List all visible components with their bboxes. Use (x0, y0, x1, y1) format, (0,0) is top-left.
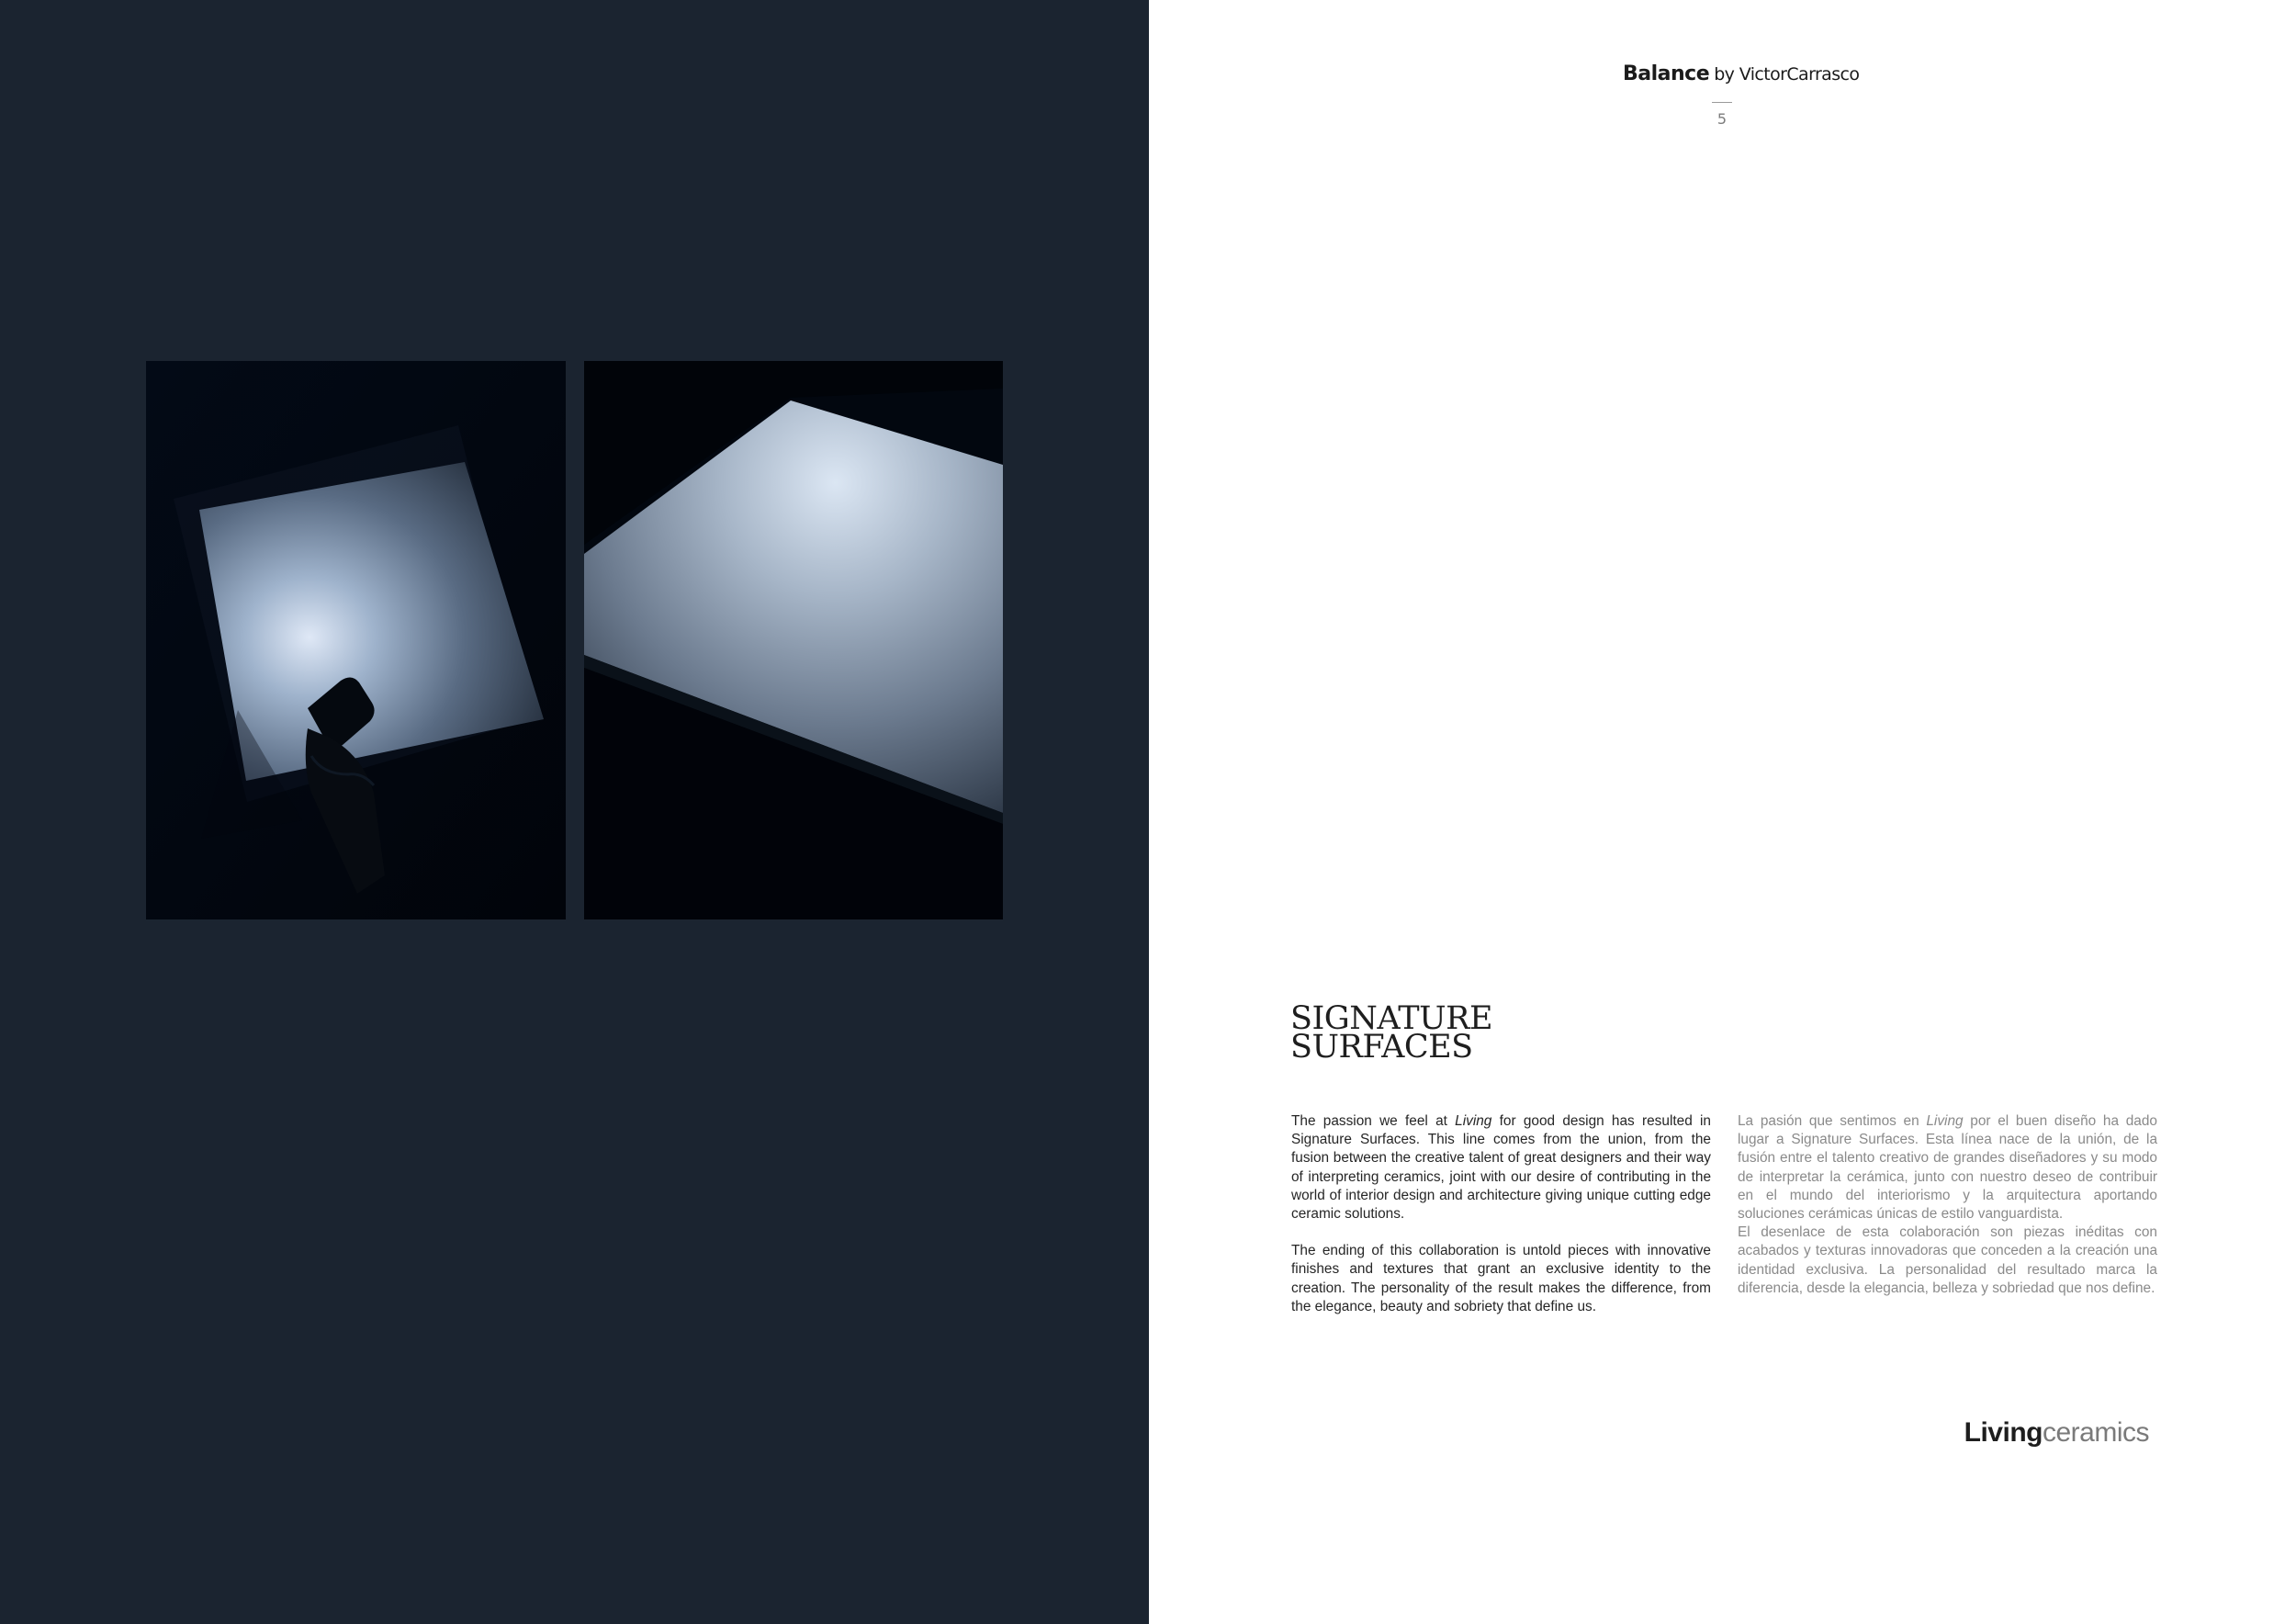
english-paragraph-2: The ending of this collaboration is untold pieces with innovative finishes and textures that grant an exclusive identity to the creation. The personality of the result makes the difference, from the elegance, beauty and sobriety that define us. (1291, 1243, 1711, 1314)
section-title-line-2: SURFACES (1290, 1029, 1473, 1066)
brand-name-italic: Living (1455, 1113, 1492, 1129)
photo-lit-surface-image (584, 361, 1003, 919)
section-title (1290, 1000, 1566, 1066)
photo-hand-holding-phone-image (146, 361, 566, 919)
header-divider (1712, 102, 1732, 103)
brand-name-italic: Living (1926, 1113, 1964, 1129)
right-panel (1149, 0, 2296, 1624)
photo-hand-holding-phone (146, 361, 566, 919)
spanish-paragraph-1: La pasión que sentimos en Living por el buen diseño ha dado lugar a Signature Surfaces. Esta línea nace de la unión, de la fusión entre el talento creativo de grandes diseñadores y su modo de interpretar la cerámica, junto con nuestro deseo de contribuir en el mundo del interiorismo y la arquitectura aportando soluciones cerámicas únicas de estilo vanguardista. (1738, 1113, 2157, 1223)
english-paragraph-1: The passion we feel at Living for good design has resulted in Signature Surfaces. This line comes from the union, from the fusion between the creative talent of great designers and their way of interpreting ceramics, joint with our desire of contributing in the world of interior design and architecture giving unique cutting edge ceramic solutions. (1291, 1113, 1711, 1223)
spanish-paragraph-2: El desenlace de esta colaboración son piezas inéditas con acabados y texturas innovadoras que conceden a la creación una identidad exclusiva. La personalidad del resultado marca la diferencia, desde la elegancia, belleza y sobriedad que nos define. (1738, 1224, 2157, 1296)
page-header (1623, 62, 1860, 85)
designer-name: by VictorCarrasco (1714, 64, 1860, 85)
photo-lit-surface (584, 361, 1003, 919)
page-number: 5 (1716, 110, 1728, 128)
spanish-text-column (1738, 1112, 2157, 1298)
living-ceramics-logo: Livingceramics (1964, 1417, 2149, 1448)
section-title-line-1: SIGNATURE (1290, 1000, 1492, 1037)
collection-name: Balance (1623, 62, 1710, 85)
english-text-column (1291, 1112, 1711, 1316)
